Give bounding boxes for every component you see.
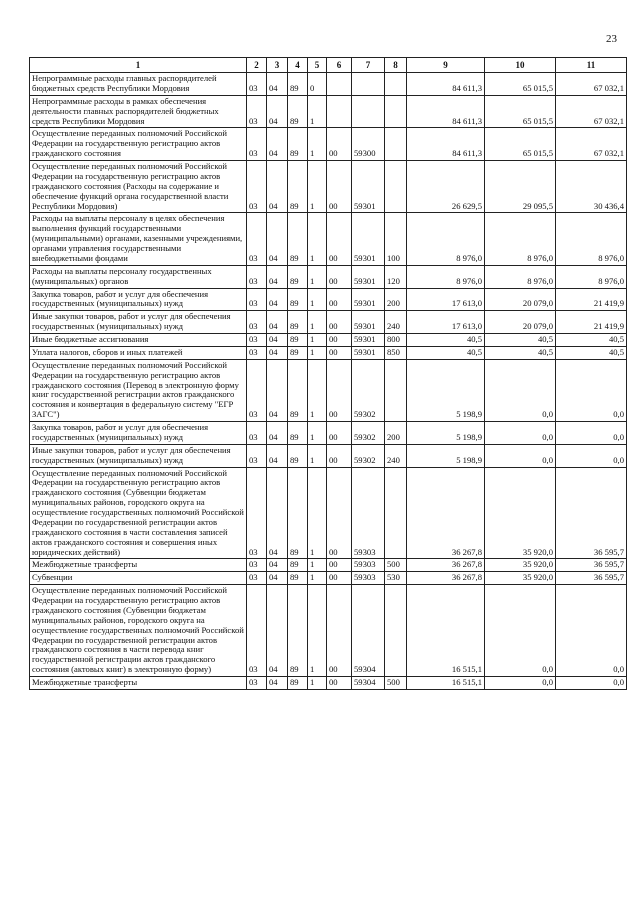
code-cell: 00 [327, 213, 352, 265]
table-row [30, 95, 627, 128]
column-header: 7 [352, 58, 385, 73]
table-row [30, 346, 627, 359]
column-header: 11 [556, 58, 627, 73]
table-row [30, 559, 627, 572]
code-cell: 00 [327, 677, 352, 690]
code-cell: 03 [247, 444, 267, 467]
row-name-cell: Межбюджетные трансферты [30, 677, 247, 690]
code-cell: 59302 [352, 422, 385, 445]
amount-cell: 36 595,7 [556, 572, 627, 585]
code-cell: 59303 [352, 467, 385, 559]
table-row [30, 128, 627, 161]
table-row [30, 422, 627, 445]
code-cell: 1 [308, 213, 327, 265]
code-cell: 04 [267, 288, 288, 311]
table-row [30, 359, 627, 421]
amount-cell: 40,5 [556, 334, 627, 347]
amount-cell: 17 613,0 [407, 311, 485, 334]
code-cell: 03 [247, 346, 267, 359]
code-cell: 89 [288, 334, 308, 347]
column-header: 3 [267, 58, 288, 73]
code-cell: 59301 [352, 288, 385, 311]
table-row [30, 73, 627, 96]
code-cell: 1 [308, 334, 327, 347]
code-cell: 89 [288, 572, 308, 585]
code-cell: 00 [327, 359, 352, 421]
code-cell [352, 95, 385, 128]
code-cell: 59304 [352, 585, 385, 677]
amount-cell: 8 976,0 [485, 213, 556, 265]
amount-cell: 35 920,0 [485, 572, 556, 585]
amount-cell: 36 267,8 [407, 467, 485, 559]
code-cell: 04 [267, 213, 288, 265]
row-name-cell: Осуществление переданных полномочий Российской Федерации на государственную регистрацию актов гражданского состояния (Субвенции бюджетам муниципальных районов, городского округа на осуществление государственных полномочий Российской Федерации по государственной регистрации актов гражданского состояния в части перевода книг государственной регистрации актов гражданского состояния (актовых книг) в электронную форму) [30, 585, 247, 677]
code-cell: 0 [308, 73, 327, 96]
code-cell: 240 [385, 444, 407, 467]
row-name-cell: Осуществление переданных полномочий Российской Федерации на государственную регистрацию актов гражданского состояния (Расходы на содержание и обеспечение функций органа государственной власти Республики Мордовия) [30, 161, 247, 213]
code-cell: 00 [327, 128, 352, 161]
row-name-cell: Иные закупки товаров, работ и услуг для обеспечения государственных (муниципальных) нужд [30, 311, 247, 334]
amount-cell: 40,5 [485, 346, 556, 359]
code-cell: 1 [308, 585, 327, 677]
code-cell [385, 128, 407, 161]
code-cell: 89 [288, 467, 308, 559]
page-number: 23 [606, 33, 617, 45]
row-name-cell: Непрограммные расходы главных распорядителей бюджетных средств Республики Мордовия [30, 73, 247, 96]
amount-cell: 36 595,7 [556, 467, 627, 559]
amount-cell: 65 015,5 [485, 73, 556, 96]
amount-cell: 0,0 [556, 422, 627, 445]
amount-cell: 0,0 [485, 359, 556, 421]
code-cell: 04 [267, 73, 288, 96]
amount-cell: 84 611,3 [407, 73, 485, 96]
code-cell: 03 [247, 559, 267, 572]
amount-cell: 30 436,4 [556, 161, 627, 213]
amount-cell: 35 920,0 [485, 467, 556, 559]
code-cell: 04 [267, 161, 288, 213]
row-name-cell: Расходы на выплаты персоналу в целях обеспечения выполнения функций государственными (муниципальными) органами, казенными учреждениями, органами управления государственными внебюджетными фондами [30, 213, 247, 265]
row-name-cell: Межбюджетные трансферты [30, 559, 247, 572]
code-cell: 03 [247, 572, 267, 585]
row-name-cell: Иные бюджетные ассигнования [30, 334, 247, 347]
code-cell: 120 [385, 265, 407, 288]
code-cell: 00 [327, 572, 352, 585]
code-cell: 1 [308, 288, 327, 311]
code-cell: 03 [247, 467, 267, 559]
amount-cell: 0,0 [485, 585, 556, 677]
table-body [30, 73, 627, 690]
code-cell: 03 [247, 213, 267, 265]
code-cell: 800 [385, 334, 407, 347]
code-cell: 04 [267, 359, 288, 421]
amount-cell: 17 613,0 [407, 288, 485, 311]
amount-cell: 40,5 [407, 346, 485, 359]
amount-cell: 0,0 [485, 422, 556, 445]
code-cell: 89 [288, 73, 308, 96]
code-cell: 1 [308, 128, 327, 161]
row-name-cell: Уплата налогов, сборов и иных платежей [30, 346, 247, 359]
row-name-cell: Расходы на выплаты персоналу государственных (муниципальных) органов [30, 265, 247, 288]
amount-cell: 20 079,0 [485, 311, 556, 334]
code-cell: 89 [288, 95, 308, 128]
code-cell: 89 [288, 359, 308, 421]
code-cell: 59303 [352, 559, 385, 572]
code-cell: 03 [247, 161, 267, 213]
code-cell: 240 [385, 311, 407, 334]
code-cell: 200 [385, 422, 407, 445]
code-cell: 03 [247, 288, 267, 311]
code-cell: 850 [385, 346, 407, 359]
code-cell [385, 161, 407, 213]
amount-cell: 84 611,3 [407, 128, 485, 161]
row-name-cell: Осуществление переданных полномочий Российской Федерации на государственную регистрацию актов гражданского состояния (Перевод в электронную форму книг государственной регистрации актов гражданского состояния и конвертация в федеральную систему "ЕГР ЗАГС") [30, 359, 247, 421]
amount-cell: 16 515,1 [407, 585, 485, 677]
code-cell: 59301 [352, 161, 385, 213]
code-cell: 89 [288, 213, 308, 265]
amount-cell: 0,0 [556, 677, 627, 690]
code-cell: 04 [267, 422, 288, 445]
amount-cell: 5 198,9 [407, 359, 485, 421]
code-cell: 04 [267, 677, 288, 690]
code-cell: 59301 [352, 213, 385, 265]
code-cell: 03 [247, 265, 267, 288]
code-cell: 89 [288, 444, 308, 467]
code-cell: 00 [327, 265, 352, 288]
row-name-cell: Осуществление переданных полномочий Российской Федерации на государственную регистрацию актов гражданского состояния [30, 128, 247, 161]
code-cell [327, 73, 352, 96]
amount-cell: 40,5 [485, 334, 556, 347]
code-cell: 04 [267, 334, 288, 347]
amount-cell: 40,5 [407, 334, 485, 347]
code-cell: 03 [247, 677, 267, 690]
amount-cell: 5 198,9 [407, 444, 485, 467]
table-row [30, 288, 627, 311]
amount-cell: 8 976,0 [556, 265, 627, 288]
code-cell: 100 [385, 213, 407, 265]
amount-cell: 0,0 [485, 444, 556, 467]
code-cell: 03 [247, 95, 267, 128]
code-cell: 200 [385, 288, 407, 311]
amount-cell: 65 015,5 [485, 95, 556, 128]
code-cell: 89 [288, 128, 308, 161]
amount-cell: 21 419,9 [556, 311, 627, 334]
code-cell: 89 [288, 311, 308, 334]
code-cell: 03 [247, 311, 267, 334]
code-cell: 00 [327, 444, 352, 467]
amount-cell: 0,0 [485, 677, 556, 690]
column-header: 1 [30, 58, 247, 73]
amount-cell: 8 976,0 [407, 213, 485, 265]
code-cell: 04 [267, 444, 288, 467]
code-cell: 1 [308, 444, 327, 467]
table-row [30, 265, 627, 288]
column-header: 9 [407, 58, 485, 73]
row-name-cell: Осуществление переданных полномочий Российской Федерации на государственную регистрацию актов гражданского состояния (Субвенции бюджетам муниципальных районов, городского округа на осуществление государственных полномочий Российской Федерации по государственной регистрации актов гражданского состояния в части составления записей актов гражданского состояния и совершения иных юридических действий) [30, 467, 247, 559]
code-cell: 00 [327, 585, 352, 677]
code-cell: 1 [308, 422, 327, 445]
amount-cell: 21 419,9 [556, 288, 627, 311]
code-cell [385, 359, 407, 421]
code-cell: 04 [267, 467, 288, 559]
code-cell: 00 [327, 311, 352, 334]
row-name-cell: Закупка товаров, работ и услуг для обеспечения государственных (муниципальных) нужд [30, 422, 247, 445]
code-cell: 59302 [352, 359, 385, 421]
row-name-cell: Субвенции [30, 572, 247, 585]
amount-cell: 16 515,1 [407, 677, 485, 690]
code-cell: 530 [385, 572, 407, 585]
column-header: 5 [308, 58, 327, 73]
code-cell: 1 [308, 559, 327, 572]
amount-cell: 36 267,8 [407, 559, 485, 572]
code-cell: 89 [288, 265, 308, 288]
code-cell: 59304 [352, 677, 385, 690]
code-cell: 59302 [352, 444, 385, 467]
table-row [30, 677, 627, 690]
code-cell: 1 [308, 677, 327, 690]
code-cell [352, 73, 385, 96]
code-cell: 1 [308, 346, 327, 359]
code-cell: 00 [327, 422, 352, 445]
code-cell: 59301 [352, 346, 385, 359]
code-cell: 04 [267, 311, 288, 334]
table-row [30, 444, 627, 467]
code-cell: 89 [288, 585, 308, 677]
code-cell: 59301 [352, 265, 385, 288]
code-cell: 00 [327, 467, 352, 559]
code-cell: 1 [308, 95, 327, 128]
code-cell: 89 [288, 559, 308, 572]
code-cell: 03 [247, 334, 267, 347]
budget-table [29, 57, 627, 690]
column-header: 4 [288, 58, 308, 73]
amount-cell: 35 920,0 [485, 559, 556, 572]
amount-cell: 67 032,1 [556, 128, 627, 161]
amount-cell: 84 611,3 [407, 95, 485, 128]
code-cell: 00 [327, 334, 352, 347]
code-cell: 00 [327, 288, 352, 311]
amount-cell: 8 976,0 [556, 213, 627, 265]
column-header: 2 [247, 58, 267, 73]
table-row [30, 572, 627, 585]
table-row [30, 585, 627, 677]
code-cell: 03 [247, 73, 267, 96]
code-cell: 89 [288, 422, 308, 445]
column-header: 10 [485, 58, 556, 73]
code-cell [385, 73, 407, 96]
amount-cell: 0,0 [556, 444, 627, 467]
code-cell: 1 [308, 311, 327, 334]
code-cell: 03 [247, 422, 267, 445]
amount-cell: 67 032,1 [556, 73, 627, 96]
amount-cell: 26 629,5 [407, 161, 485, 213]
code-cell: 03 [247, 128, 267, 161]
code-cell: 59301 [352, 334, 385, 347]
code-cell: 500 [385, 677, 407, 690]
code-cell: 1 [308, 161, 327, 213]
table-row [30, 161, 627, 213]
code-cell: 59303 [352, 572, 385, 585]
amount-cell: 67 032,1 [556, 95, 627, 128]
code-cell: 04 [267, 128, 288, 161]
amount-cell: 36 267,8 [407, 572, 485, 585]
code-cell: 500 [385, 559, 407, 572]
code-cell: 04 [267, 572, 288, 585]
code-cell: 03 [247, 359, 267, 421]
code-cell: 04 [267, 265, 288, 288]
code-cell: 1 [308, 265, 327, 288]
code-cell: 89 [288, 677, 308, 690]
amount-cell: 8 976,0 [407, 265, 485, 288]
amount-cell: 40,5 [556, 346, 627, 359]
code-cell: 04 [267, 559, 288, 572]
code-cell: 89 [288, 346, 308, 359]
code-cell: 04 [267, 585, 288, 677]
code-cell: 1 [308, 572, 327, 585]
code-cell: 04 [267, 346, 288, 359]
table-row [30, 467, 627, 559]
code-cell: 59300 [352, 128, 385, 161]
code-cell: 04 [267, 95, 288, 128]
column-header: 6 [327, 58, 352, 73]
code-cell [327, 95, 352, 128]
amount-cell: 8 976,0 [485, 265, 556, 288]
code-cell [385, 95, 407, 128]
amount-cell: 29 095,5 [485, 161, 556, 213]
table-row [30, 311, 627, 334]
code-cell [385, 467, 407, 559]
row-name-cell: Иные закупки товаров, работ и услуг для обеспечения государственных (муниципальных) нужд [30, 444, 247, 467]
table-row [30, 213, 627, 265]
amount-cell: 36 595,7 [556, 559, 627, 572]
row-name-cell: Закупка товаров, работ и услуг для обеспечения государственных (муниципальных) нужд [30, 288, 247, 311]
amount-cell: 5 198,9 [407, 422, 485, 445]
amount-cell: 0,0 [556, 359, 627, 421]
amount-cell: 20 079,0 [485, 288, 556, 311]
header-row [30, 58, 627, 73]
code-cell: 00 [327, 559, 352, 572]
code-cell: 03 [247, 585, 267, 677]
code-cell: 89 [288, 288, 308, 311]
column-header: 8 [385, 58, 407, 73]
code-cell [385, 585, 407, 677]
table-row [30, 334, 627, 347]
code-cell: 1 [308, 467, 327, 559]
amount-cell: 0,0 [556, 585, 627, 677]
code-cell: 89 [288, 161, 308, 213]
code-cell: 59301 [352, 311, 385, 334]
row-name-cell: Непрограммные расходы в рамках обеспечения деятельности главных распорядителей бюджетных средств Республики Мордовия [30, 95, 247, 128]
amount-cell: 65 015,5 [485, 128, 556, 161]
code-cell: 00 [327, 161, 352, 213]
code-cell: 1 [308, 359, 327, 421]
code-cell: 00 [327, 346, 352, 359]
